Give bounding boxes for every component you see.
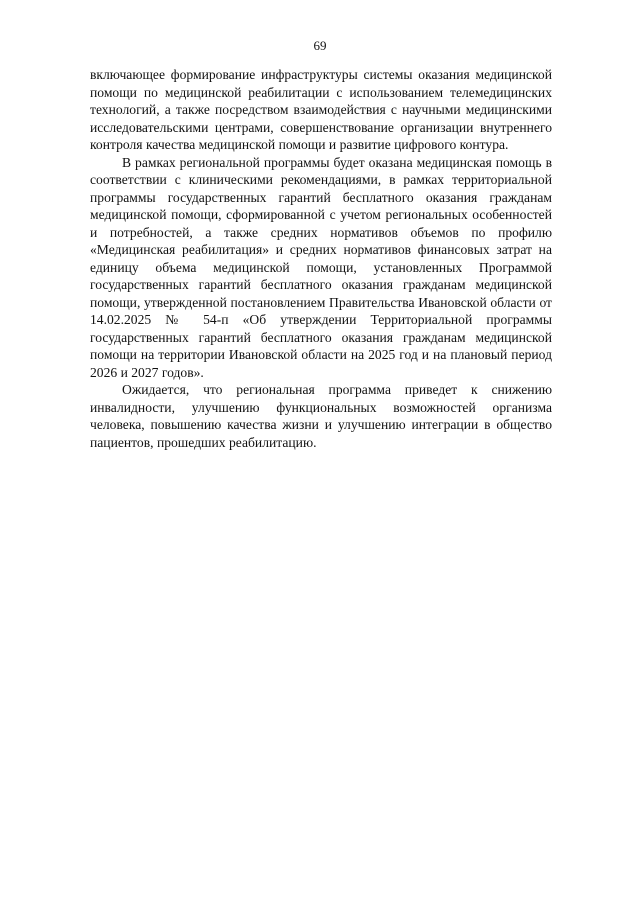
- paragraph-regional-program: В рамках региональной программы будет оказана медицинская помощь в соответствии с клиническими рекомендациями, в рамках территориальной программы государственных гарантий бесплатного оказания гражданам медицинской помощи, сформированной с учетом региональных особенностей и потребностей, а также средних нормативов объемов по профилю «Медицинская реабилитация» и средних нормативов финансовых затрат на единицу объема медицинской помощи, установленных Программой государственных гарантий бесплатного оказания гражданам медицинской помощи, утвержденной постановлением Правительства Ивановской области от 14.02.2025 № 54-п «Об утверждении Территориальной программы государственных гарантий бесплатного оказания гражданам медицинской помощи на территории Ивановской области на 2025 год и на плановый период 2026 и 2027 годов».: [90, 154, 552, 380]
- document-body: [90, 66, 552, 451]
- page-number: 69: [313, 38, 327, 53]
- paragraph-expected-results: Ожидается, что региональная программа приведет к снижению инвалидности, улучшению функциональных возможностей организма человека, повышению качества жизни и улучшению интеграции в общество пациентов, прошедших реабилитацию.: [90, 382, 552, 450]
- paragraph-continuation: включающее формирование инфраструктуры системы оказания медицинской помощи по медицинской реабилитации с использованием телемедицинских технологий, а также посредством взаимодействия с научными медицинскими исследовательскими центрами, совершенствование организации внутреннего контроля качества медицинской помощи и развитие цифрового контура.: [90, 67, 552, 152]
